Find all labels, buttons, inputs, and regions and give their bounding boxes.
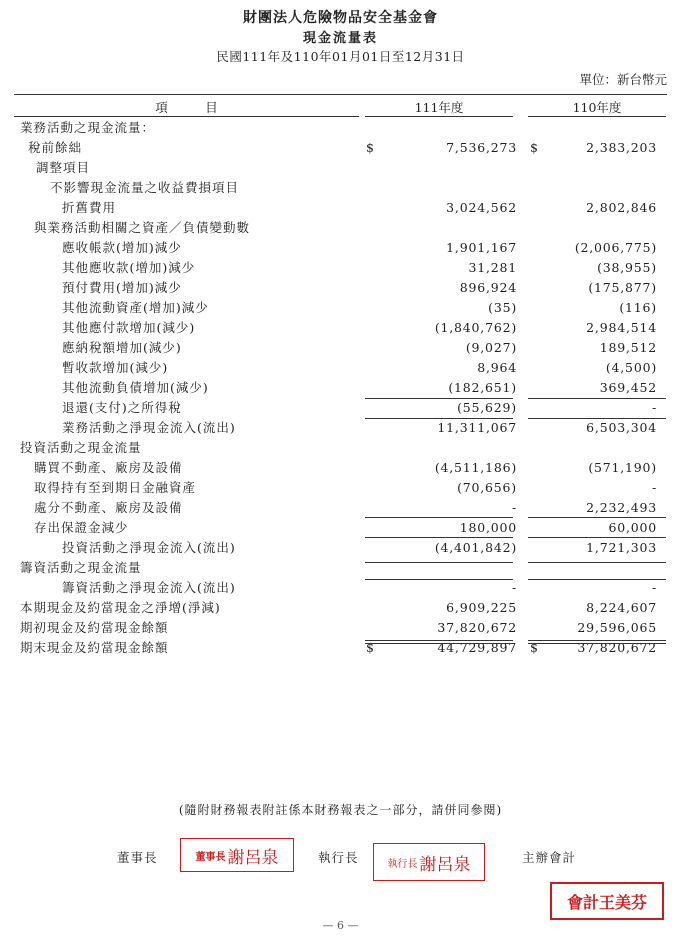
chairman-label: 董事長 — [117, 850, 158, 865]
row-label: 其他應收款(增加)減少 — [62, 260, 196, 275]
table-row — [0, 118, 681, 138]
value-111: (4,401,842) — [434, 540, 517, 555]
table-row — [0, 518, 681, 538]
total-rule — [528, 418, 666, 419]
currency-sign-111: $ — [366, 640, 374, 655]
accountant-label: 主辦會計 — [522, 850, 577, 865]
row-label: 不影響現金流量之收益費損項目 — [50, 180, 240, 195]
table-row — [0, 458, 681, 478]
header-bottom-rule-110 — [528, 116, 666, 117]
currency-sign-111: $ — [366, 140, 374, 155]
value-110: (4,500) — [605, 360, 657, 375]
value-111: 896,924 — [459, 280, 517, 295]
total-rule — [528, 398, 666, 399]
value-111: (182,651) — [448, 380, 517, 395]
total-rule — [528, 643, 666, 644]
value-110: (571,190) — [588, 460, 657, 475]
total-rule — [365, 640, 513, 641]
document-title: 現金流量表 — [302, 31, 378, 46]
total-rule — [528, 517, 666, 518]
value-111: 31,281 — [468, 260, 517, 275]
value-110: 369,452 — [599, 380, 657, 395]
value-111: (35) — [488, 300, 517, 315]
value-110: 8,224,607 — [586, 600, 657, 615]
value-110: - — [651, 400, 657, 415]
value-111: 180,000 — [459, 520, 517, 535]
row-label: 業務活動之淨現金流入(流出) — [62, 420, 236, 435]
row-label: 其他流動資產(增加)減少 — [62, 300, 209, 315]
row-label: 暫收款增加(減少) — [62, 360, 169, 375]
value-111: (55,629) — [457, 400, 517, 415]
value-111: 8,964 — [477, 360, 517, 375]
table-row — [0, 138, 681, 158]
value-110: (2,006,775) — [574, 240, 657, 255]
value-110: (38,955) — [597, 260, 657, 275]
row-label: 期初現金及約當現金餘額 — [20, 620, 169, 635]
value-111: 7,536,273 — [446, 140, 517, 155]
table-row — [0, 498, 681, 518]
row-label: 業務活動之現金流量： — [20, 120, 156, 135]
table-row — [0, 218, 681, 238]
value-110: 2,984,514 — [586, 320, 657, 335]
report-period: 民國111年及110年01月01日至12月31日 — [216, 49, 465, 64]
chairman-seal: 董事長 謝呂泉 — [180, 838, 294, 872]
total-rule — [528, 562, 666, 563]
table-row — [0, 338, 681, 358]
table-row — [0, 598, 681, 618]
value-111: - — [511, 580, 517, 595]
table-row — [0, 638, 681, 658]
table-row — [0, 558, 681, 578]
value-110: 2,802,846 — [586, 200, 657, 215]
currency-unit: 單位：新台幣元 — [579, 72, 667, 87]
value-111: 1,901,167 — [446, 240, 517, 255]
total-rule — [365, 579, 513, 580]
value-110: - — [651, 480, 657, 495]
value-110: 2,383,203 — [586, 140, 657, 155]
ceo-label: 執行長 — [318, 850, 359, 865]
value-111: 44,729,897 — [437, 640, 517, 655]
row-label: 退還(支付)之所得稅 — [62, 400, 182, 415]
organization-name: 財團法人危險物品安全基金會 — [243, 10, 438, 26]
currency-sign-110: $ — [530, 140, 538, 155]
table-row — [0, 158, 681, 178]
total-rule — [365, 517, 513, 518]
value-111: (70,656) — [457, 480, 517, 495]
total-rule — [528, 537, 666, 538]
table-row — [0, 278, 681, 298]
value-111: 6,909,225 — [446, 600, 517, 615]
value-110: 189,512 — [599, 340, 657, 355]
row-label: 投資活動之淨現金流入(流出) — [62, 540, 236, 555]
table-row — [0, 198, 681, 218]
page-number: — 6 — — [322, 919, 359, 932]
row-label: 應納稅額增加(減少) — [62, 340, 182, 355]
table-row — [0, 538, 681, 558]
row-label: 投資活動之現金流量 — [20, 440, 142, 455]
value-110: 60,000 — [608, 520, 657, 535]
value-110: - — [651, 580, 657, 595]
column-header-111: 111年度 — [414, 100, 464, 115]
value-110: 6,503,304 — [586, 420, 657, 435]
row-label: 存出保證金減少 — [34, 520, 129, 535]
column-header-110: 110年度 — [572, 100, 622, 115]
value-110: 29,596,065 — [577, 620, 657, 635]
header-bottom-rule-item — [14, 116, 359, 117]
table-row — [0, 318, 681, 338]
row-label: 預付費用(增加)減少 — [62, 280, 182, 295]
total-rule — [528, 579, 666, 580]
row-label: 處分不動產、廠房及設備 — [34, 500, 183, 515]
value-111: 3,024,562 — [446, 200, 517, 215]
table-row — [0, 378, 681, 398]
total-rule — [528, 640, 666, 641]
accountant-seal: 會計王美芬 — [550, 882, 664, 920]
value-111: - — [511, 500, 517, 515]
table-row — [0, 358, 681, 378]
table-row — [0, 298, 681, 318]
row-label: 應收帳款(增加)減少 — [62, 240, 182, 255]
row-label: 購買不動產、廠房及設備 — [34, 460, 183, 475]
row-label: 本期現金及約當現金之淨增(淨減) — [20, 600, 221, 615]
total-rule — [365, 537, 513, 538]
value-110: 37,820,672 — [577, 640, 657, 655]
row-label: 籌資活動之淨現金流入(流出) — [62, 580, 236, 595]
total-rule — [365, 643, 513, 644]
value-111: (1,840,762) — [434, 320, 517, 335]
total-rule — [365, 398, 513, 399]
table-row — [0, 618, 681, 638]
row-label: 其他流動負債增加(減少) — [62, 380, 209, 395]
column-header-item: 項 目 — [155, 100, 218, 115]
row-label: 其他應付款增加(減少) — [62, 320, 196, 335]
value-111: 11,311,067 — [437, 420, 517, 435]
row-label: 期末現金及約當現金餘額 — [20, 640, 169, 655]
table-row — [0, 258, 681, 278]
table-row — [0, 438, 681, 458]
table-row — [0, 418, 681, 438]
table-row — [0, 178, 681, 198]
total-rule — [365, 418, 513, 419]
total-rule — [365, 562, 513, 563]
header-bottom-rule-111 — [365, 116, 513, 117]
value-110: 1,721,303 — [586, 540, 657, 555]
table-row — [0, 578, 681, 598]
table-row — [0, 478, 681, 498]
row-label: 稅前餘絀 — [28, 140, 83, 155]
value-110: (116) — [619, 300, 657, 315]
value-111: (9,027) — [465, 340, 517, 355]
value-110: 2,232,493 — [586, 500, 657, 515]
currency-sign-110: $ — [530, 640, 538, 655]
table-row — [0, 398, 681, 418]
value-111: (4,511,186) — [434, 460, 517, 475]
table-row — [0, 238, 681, 258]
row-label: 取得持有至到期日金融資產 — [34, 480, 197, 495]
value-111: 37,820,672 — [437, 620, 517, 635]
row-label: 折舊費用 — [62, 200, 117, 215]
row-label: 籌資活動之現金流量 — [20, 560, 142, 575]
row-label: 調整項目 — [36, 160, 91, 175]
ceo-seal: 執行長 謝呂泉 — [373, 843, 485, 881]
row-label: 與業務活動相關之資產／負債變動數 — [34, 220, 251, 235]
header-top-rule — [14, 94, 667, 95]
value-110: (175,877) — [588, 280, 657, 295]
footnote: (隨附財務報表附註係本財務報表之一部分，請併同參閱) — [178, 803, 503, 817]
